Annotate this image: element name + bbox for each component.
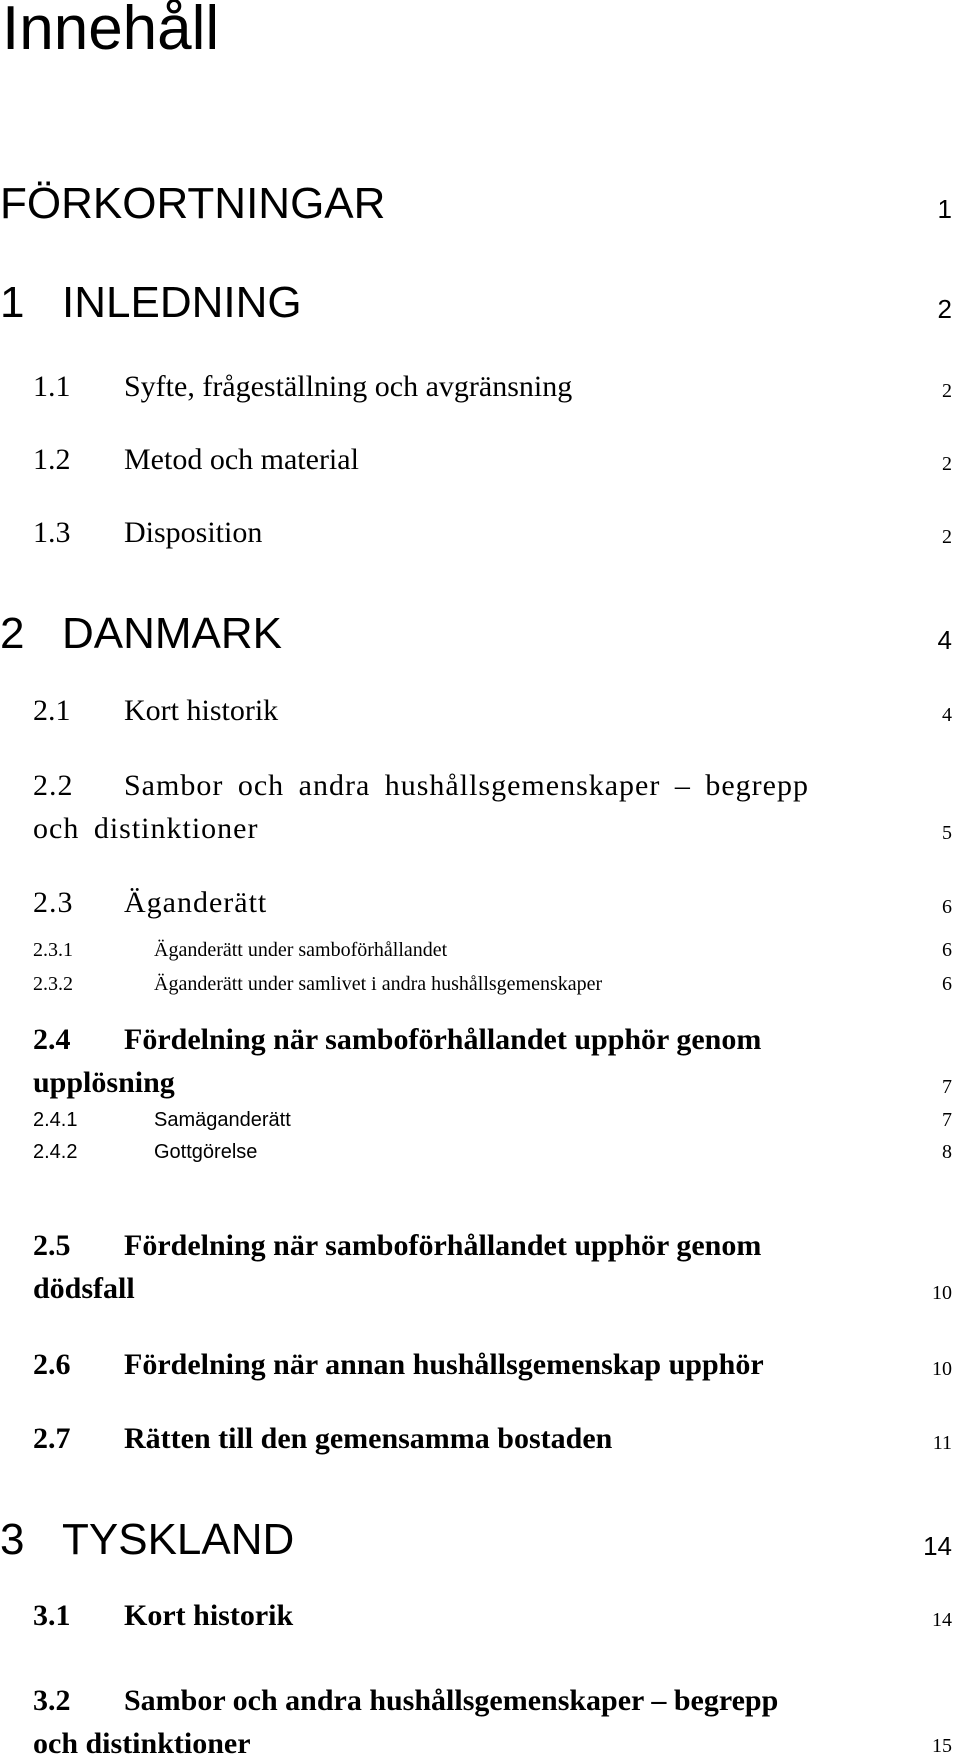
toc-entry-metod[interactable]: Metod och material [124,443,359,476]
toc-page-number: 6 [942,973,952,995]
toc-page-number: 10 [932,1358,952,1380]
toc-page-number: 2 [937,294,952,324]
toc-entry-disposition[interactable]: Disposition [124,516,263,549]
toc-entry-forkortningar[interactable]: FÖRKORTNINGAR [0,179,386,228]
toc-entry-sambor-begrepp-3[interactable]: Sambor och andra hushållsgemenskaper – begrepp [124,1684,779,1717]
toc-page-number: 4 [942,704,952,726]
subsection-number: 2.4.2 [33,1141,78,1163]
toc-entry-gottgorelse[interactable]: Gottgörelse [154,1141,258,1163]
toc-entry-tyskland[interactable]: TYSKLAND [62,1515,295,1564]
toc-entry-continuation: och distinktioner [33,1727,251,1760]
page-title: Innehåll [2,0,220,63]
toc-page-number: 14 [923,1531,952,1561]
toc-page-number: 7 [942,1076,952,1098]
section-number: 3.2 [33,1684,71,1717]
toc-entry-inledning[interactable]: INLEDNING [62,278,302,327]
toc-page-number: 15 [932,1735,952,1757]
toc-page-number: 1 [937,194,952,224]
section-number: 2.7 [33,1422,71,1455]
subsection-number: 2.4.1 [33,1109,78,1131]
toc-page-number: 11 [932,1432,952,1454]
toc-entry-kort-historik[interactable]: Kort historik [124,694,279,727]
section-number: 1.2 [33,443,71,476]
toc-entry-fordelning-dodsfall[interactable]: Fördelning när samboförhållandet upphör genom [124,1229,762,1262]
section-number: 2.5 [33,1229,71,1262]
toc-page-number: 8 [942,1141,952,1163]
toc-page-number: 2 [942,380,952,402]
toc-page-number: 4 [937,625,952,655]
section-number: 2.2 [33,769,74,802]
toc-page-number: 6 [942,896,952,918]
section-number: 2.4 [33,1023,71,1056]
toc-page-number: 2 [942,453,952,475]
toc-entry-aganderatt[interactable]: Äganderätt [124,886,268,919]
section-number: 1.3 [33,516,71,549]
section-number: 2.6 [33,1348,71,1381]
section-number: 1.1 [33,370,71,403]
toc-entry-ratten-bostaden[interactable]: Rätten till den gemensamma bostaden [124,1422,613,1455]
toc-entry-sambor-begrepp[interactable]: Sambor och andra hushållsgemenskaper – begrepp [124,769,809,802]
section-number: 2.1 [33,694,71,727]
section-number: 3.1 [33,1599,71,1632]
subsection-number: 2.3.2 [33,973,73,995]
toc-entry-samaganderatt[interactable]: Samäganderätt [154,1109,291,1131]
toc-entry-kort-historik-3[interactable]: Kort historik [124,1599,294,1632]
subsection-number: 2.3.1 [33,939,73,961]
toc-entry-continuation: och distinktioner [33,812,259,845]
toc-page-number: 14 [932,1609,952,1631]
toc-page-number: 7 [942,1109,952,1131]
toc-entry-fordelning-upplosning[interactable]: Fördelning när samboförhållandet upphör genom [124,1023,762,1056]
toc-page-number: 10 [932,1282,952,1304]
toc-page-number: 6 [942,939,952,961]
toc-page-number: 2 [942,526,952,548]
toc-entry-danmark[interactable]: DANMARK [62,609,283,658]
toc-entry-continuation: upplösning [33,1066,175,1099]
toc-entry-aganderatt-samlivet[interactable]: Äganderätt under samlivet i andra hushållsgemenskaper [154,973,603,995]
chapter-number: 3 [0,1515,25,1564]
toc-entry-continuation: dödsfall [33,1272,135,1305]
toc-entry-syfte[interactable]: Syfte, frågeställning och avgränsning [124,370,573,403]
section-number: 2.3 [33,886,74,919]
chapter-number: 1 [0,278,25,327]
toc-entry-aganderatt-sambo[interactable]: Äganderätt under samboförhållandet [154,939,448,961]
toc-entry-fordelning-annan[interactable]: Fördelning när annan hushållsgemenskap upphör [124,1348,764,1381]
chapter-number: 2 [0,609,25,658]
toc-page-number: 5 [942,822,952,844]
